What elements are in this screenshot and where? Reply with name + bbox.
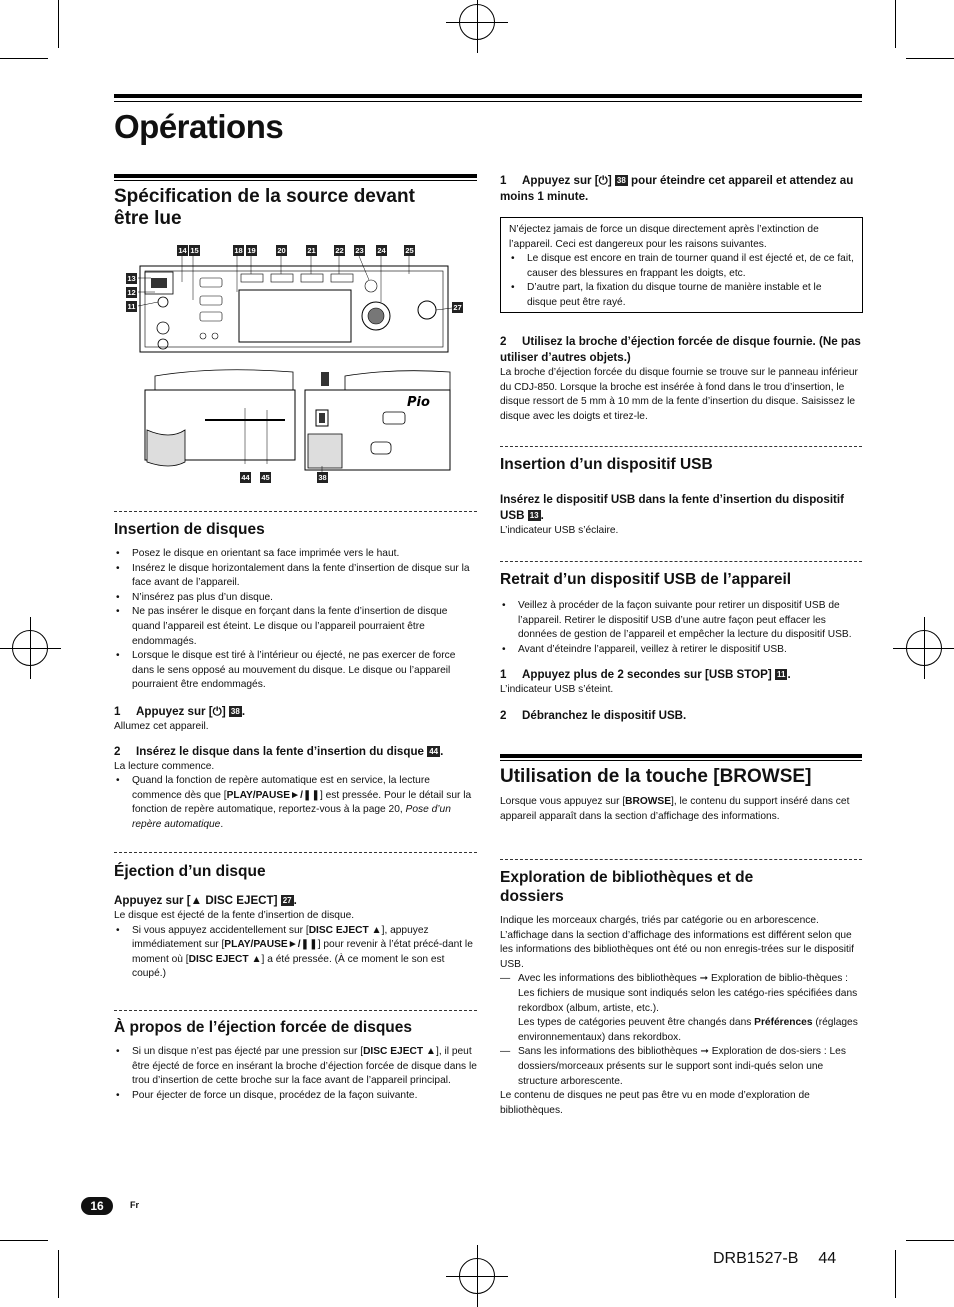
list-item: • Pour éjecter de force un disque, procédez de la façon suivante. [132,1089,477,1104]
doc-code: DRB1527-B 44 [713,1250,837,1267]
step-usb-stop: 1 Appuyez plus de 2 secondes sur [USB STOP] 11 . [500,668,791,682]
ejection-note [114,924,477,982]
warning-list [509,252,854,310]
heading-forced-ejection: À propos de l’éjection forcée de disques [114,1019,413,1036]
step-number: 2 [500,708,507,722]
list-item: • Posez le disque en orientant sa face imprimée vers le haut. [132,547,477,562]
step-text: Insérez le dispositif USB dans la fente d’insertion du dispositif USB [500,493,844,522]
step-usb-insert: Insérez le dispositif USB dans la fente d’insertion du dispositif USB 13 . [500,493,844,522]
step-sub: Le disque est éjecté de la fente d’insertion de disque. [114,910,355,921]
step-insert-disc: 2 Insérez le disque dans la fente d’insertion du disque 44 . [114,744,444,758]
diagram-callout: 19 [247,246,256,255]
step-sub: L’indicateur USB s’éteint. [500,684,614,696]
registration-mark [459,1258,495,1294]
crop-mark [906,58,954,59]
step-text: Appuyez sur [▲ DISC EJECT] [114,894,281,907]
crop-mark [895,1250,896,1298]
list-item: • Si un disque n’est pas éjecté par une pression sur [DISC EJECT ▲], il peut être éjecté de force en insérant la broche d’éjection forcée de disque dans le trou d’insertion de cette broche sur la face avant de l’appareil principal. [132,1045,477,1089]
diagram-callout: 21 [307,246,316,255]
heading-ejection: Éjection d’un disque [114,863,266,880]
step-text: Appuyez sur [ [522,174,599,187]
explore-footer: Le contenu de disques ne peut pas être vu en mode d’exploration de bibliothèques. [500,1090,810,1116]
registration-mark [12,630,48,666]
step-text: Appuyez sur [ [136,704,213,718]
diagram-callout: 13 [127,274,136,283]
ref-number: 38 [230,706,240,716]
step-sub: L’indicateur USB s’éclaire. [500,525,619,536]
registration-mark [906,630,942,666]
title-rule [114,94,862,98]
ref-number: 11 [776,670,786,680]
ref-number: 27 [282,896,292,905]
usb-remove-list [500,599,862,657]
warning-intro: N’éjectez jamais de force un disque directement après l’extinction de l’appareil. Ceci est dangereux pour les raisons suivantes. [509,224,819,250]
diagram-callout: 38 [318,473,327,482]
diagram-callout: 14 [178,246,187,255]
list-item: • Veillez à procéder de la façon suivante pour retirer un dispositif USB de l’appareil. Retirer le dispositif USB d’une autre façon peut effacer les données de gestion de l’appareil et empêcher la lecture du dispositif USB. [518,599,862,643]
svg-text:Pio: Pio [407,395,430,410]
title-rule [114,101,862,102]
diagram-callout: 44 [241,473,250,482]
section-rule [500,760,862,761]
heading-usb-insert: Insertion d’un dispositif USB [500,456,713,473]
registration-mark [459,4,495,40]
step-text: Utilisez la broche d’éjection forcée de disque fournie. (Ne pas utiliser d’autres objets.) [500,335,861,364]
diagram-callout: 12 [127,288,136,297]
crop-mark [0,1240,48,1241]
dash-marker: — [500,1046,511,1058]
explore-body: Indique les morceaux chargés, triés par catégorie ou en arborescence. L’affichage dans la section d’affichage des informations est différent selon que les informations des bibliothèques ont été ou non enregis-trées sur le dispositif USB. [500,915,854,970]
ref-number: 38 [616,176,626,185]
heading-explore: Exploration de bibliothèques et de dossiers [500,869,754,905]
page-title: Opérations [114,108,284,145]
diagram-callout: 11 [127,302,136,311]
diagram-callout: 15 [190,246,199,255]
language-code: Fr [130,1200,139,1210]
step-body: La broche d’éjection forcée du disque fournie se trouve sur le panneau inférieur du CDJ-850. Lorsque la broche est insérée à fond dans le trou d’insertion, le disque ressort de 5 mm à 10 mm de la fente d’insertion du disque. Saisissez le disque avec les doigts et tirez-le. [500,367,858,422]
diagram-callout: 20 [277,246,286,255]
step-text: ] [607,174,615,187]
explore-item: — Sans les informations des bibliothèques ➞ Exploration de dos-siers : Les dossiers/morceaux présents sur le support sont indi-qués selon une structure arborescente. [500,1046,846,1087]
list-item: • Insérez le disque horizontalement dans la fente d’insertion de disque sur la face avant de l’appareil. [132,562,477,591]
cdj-diagram-drawing [125,244,465,488]
section-divider [114,1010,477,1011]
step-sub: Allumez cet appareil. [114,720,209,732]
step-number: 1 [114,704,121,718]
step-number: 1 [500,174,507,187]
diagram-callout: 22 [335,246,344,255]
list-item: • Si vous appuyez accidentellement sur [DISC EJECT ▲], appuyez immédiatement sur [PLAY/PAUSE►/❚❚] pour revenir à l’état précé-dant le moment où [DISC EJECT ▲] a été pressée. (À ce moment le son est coupé.) [132,924,477,982]
step-text: Appuyez plus de 2 secondes sur [USB STOP] [522,668,775,682]
ref-number: 13 [529,511,539,520]
crop-mark [895,0,896,48]
crop-mark [58,0,59,48]
diagram-callout: 24 [377,246,386,255]
step-usb-unplug [500,708,862,724]
section-title-source: Spécification de la source devant être lue [114,186,415,229]
section-divider [500,446,862,447]
list-item: • Avant d’éteindre l’appareil, veillez à retirer le dispositif USB. [518,643,862,658]
step-power-off [500,173,862,205]
list-item: • Quand la fonction de repère automatique est en service, la lecture commence dès que [PLAY/PAUSE►/❚❚] est pressée. Pour le détail sur la fonction de repère automatique, reportez-vous à la page 20, Pose d’un repère automatique. [132,774,477,832]
step-sub: La lecture commence. [114,760,215,772]
step-text: pour éteindre cet appareil et attendez au moins 1 minute. [500,174,854,203]
power-icon: ⏻ [212,704,222,718]
forced-list [114,1045,477,1103]
browse-body: Lorsque vous appuyez sur [BROWSE], le contenu du support inséré dans cet appareil apparaît dans la section d’affichage des informations. [500,796,850,822]
section-divider [500,859,862,860]
list-item: • D’autre part, la fixation du disque tourne de manière instable et le disque peut être rayé. [527,281,854,310]
step-power-on: 1 Appuyez sur [⏻] 38 . [114,704,246,718]
diagram-callout: 45 [261,473,270,482]
list-item: • Ne pas insérer le disque en forçant dans la fente d’insertion de disque quand l’appareil est éteint. Le disque ou l’appareil pourraient être endommagés. [132,605,477,649]
diagram-callout: 25 [405,246,414,255]
heading-usb-remove: Retrait d’un dispositif USB de l’appareil [500,571,792,588]
step-number: 1 [500,668,507,682]
step-text: Insérez le disque dans la fente d’insertion du disque [136,744,428,758]
section-divider [114,511,477,512]
crop-mark [906,1240,954,1241]
page-number-badge: 16 [81,1197,113,1215]
insertion-list [114,547,477,693]
ref-number: 44 [429,746,439,756]
step-number: 2 [500,335,507,348]
section-rule [114,180,477,181]
heading-insertion: Insertion de disques [114,521,265,538]
step-eject-pin [500,334,862,366]
explore-item: — Avec les informations des bibliothèques ➞ Exploration de biblio-thèques : Les fichiers de musique sont indiqués selon les catégo-ries spécifiées dans rekordbox (album, artiste, etc.). Les types de catégories peuvent être changés dans Préférences (réglages environnementaux) dans rekordbox. [500,973,858,1043]
crop-mark [0,58,48,59]
diagram-callout: 23 [355,246,364,255]
list-item: • N’insérez pas plus d’un disque. [132,591,477,606]
diagram-callout: 27 [453,303,462,312]
section-divider [114,852,477,853]
step-eject: Appuyez sur [▲ DISC EJECT] 27 . [114,894,297,907]
step-text: Débranchez le dispositif USB. [522,708,687,722]
section-rule [114,174,477,178]
device-diagram [125,244,465,488]
step-number: 2 [114,744,121,758]
auto-cue-note [114,774,477,832]
warning-box [500,217,863,313]
section-rule [500,754,862,758]
section-title-browse: Utilisation de la touche [BROWSE] [500,766,812,787]
crop-mark [58,1250,59,1298]
list-item: • Le disque est encore en train de tourner quand il est éjecté et, de ce fait, causer des blessures en frappant les doigts, etc. [527,252,854,281]
dash-marker: — [500,973,511,985]
list-item: • Lorsque le disque est tiré à l’intérieur ou éjecté, ne pas exercer de force dans le sens opposé au mouvement du disque. Le disque ou l’appareil pourraient être endommagés. [132,649,477,693]
diagram-callout: 18 [234,246,243,255]
section-divider [500,561,862,562]
step-text: ] [221,704,229,718]
power-icon: ⏻ [598,174,608,187]
